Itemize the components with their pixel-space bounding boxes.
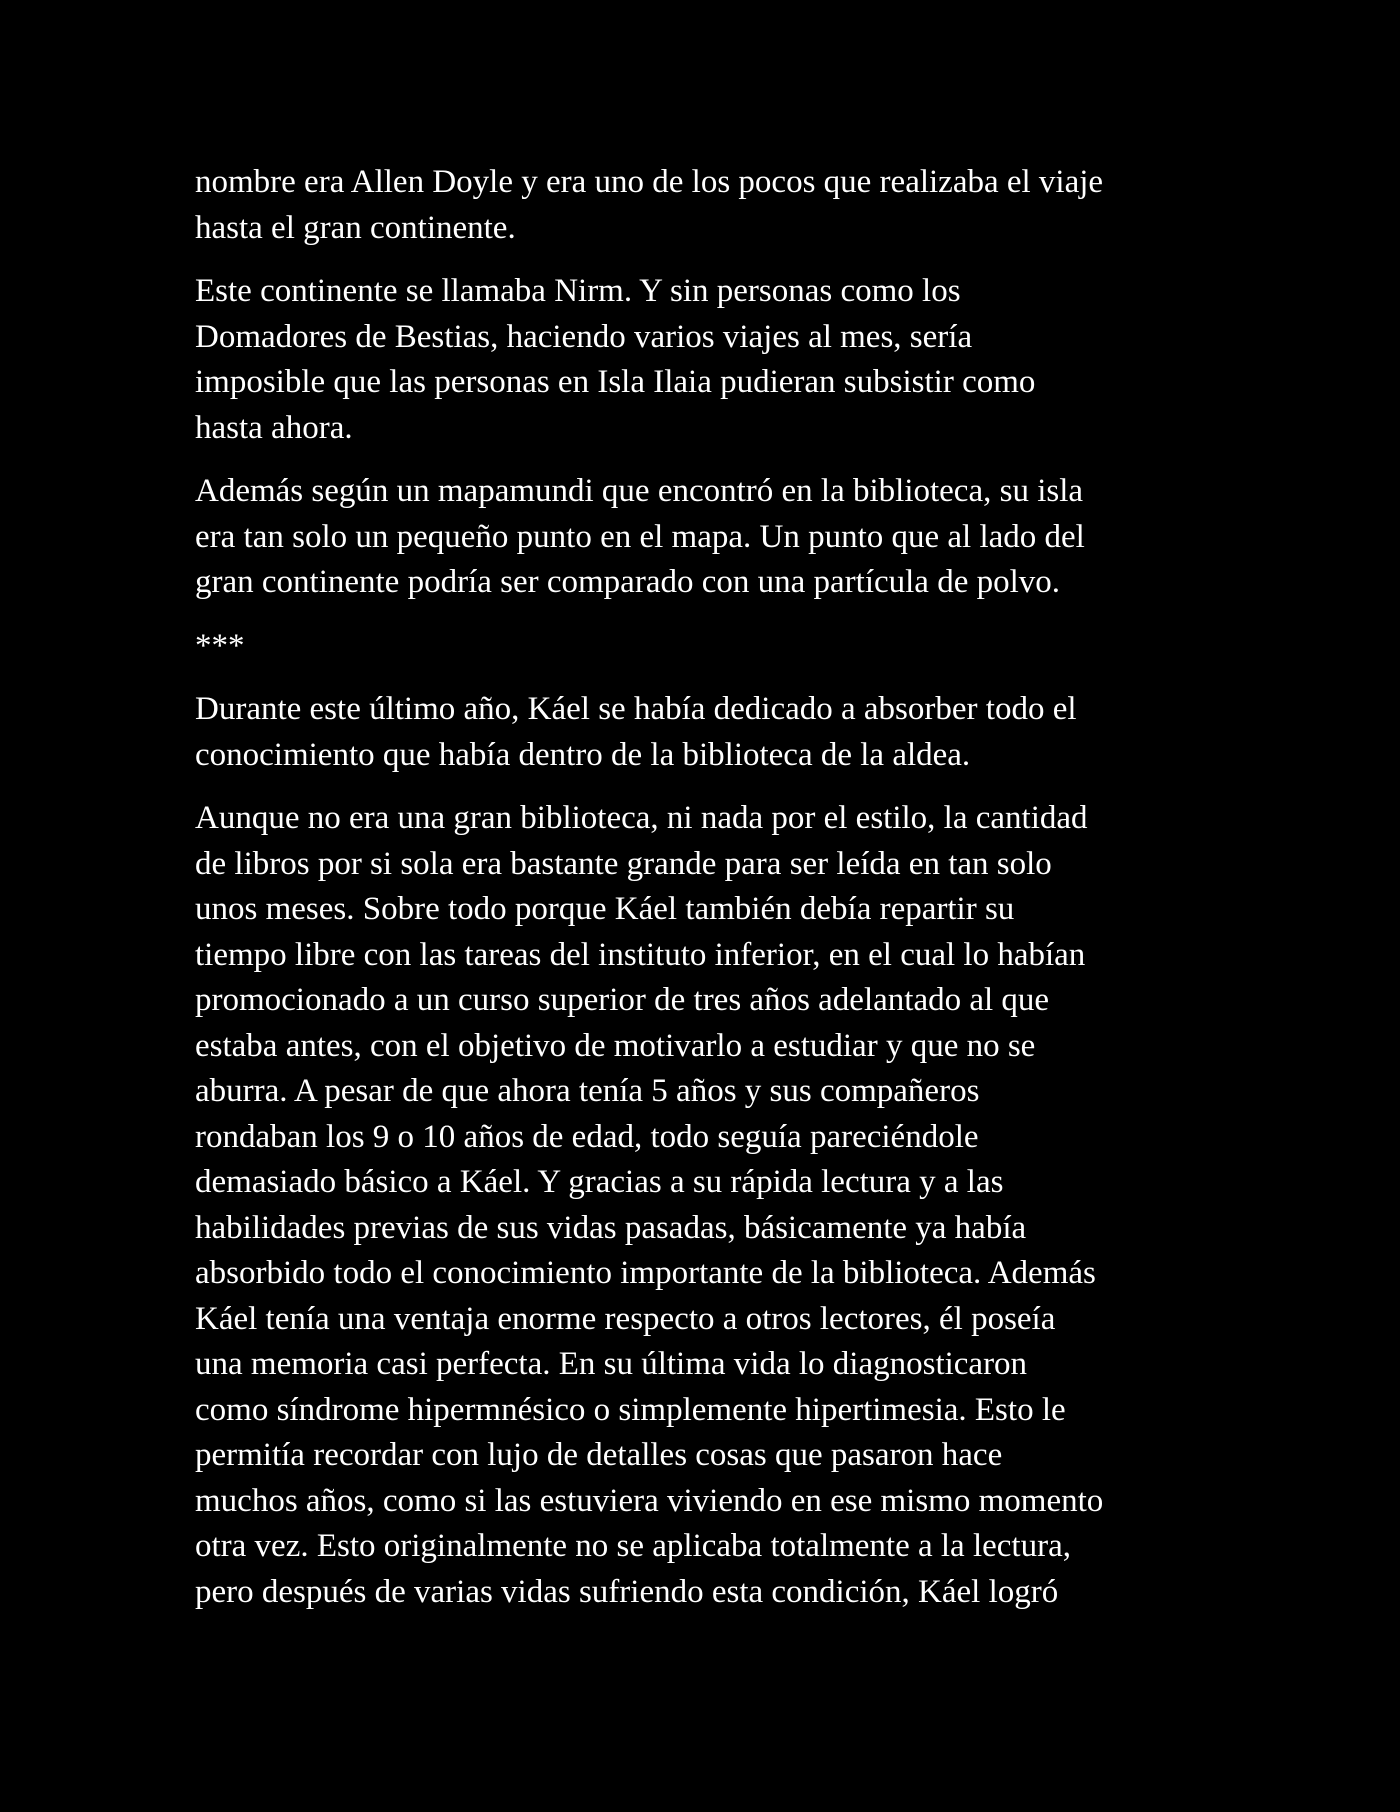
text-line: Káel tenía una ventaja enorme respecto a otros lectores, él poseía bbox=[195, 1300, 1056, 1337]
text-line: Aunque no era una gran biblioteca, ni nada por el estilo, la cantidad bbox=[195, 800, 1088, 836]
text-line: demasiado básico a Káel. Y gracias a su rápida lectura y a las bbox=[195, 1164, 1004, 1200]
paragraph-3 bbox=[195, 469, 1215, 606]
text-line: aburra. A pesar de que ahora tenía 5 años y sus compañeros bbox=[195, 1073, 980, 1109]
paragraph-4 bbox=[195, 687, 1215, 778]
text-line: Domadores de Bestias, haciendo varios viajes al mes, sería bbox=[195, 318, 973, 355]
text-line: nombre era Allen Doyle y era uno de los pocos que realizaba el viaje bbox=[195, 164, 1104, 200]
text-line: Este continente se llamaba Nirm. Y sin personas como los bbox=[195, 273, 961, 309]
text-line: unos meses. Sobre todo porque Káel también debía repartir su bbox=[195, 891, 1015, 927]
text-line: tiempo libre con las tareas del instituto inferior, en el cual lo habían bbox=[195, 936, 1086, 973]
body-text bbox=[195, 160, 1215, 1633]
text-line: conocimiento que había dentro de la biblioteca de la aldea. bbox=[195, 736, 971, 773]
separator-text: *** bbox=[195, 627, 245, 664]
text-line: rondaban los 9 o 10 años de edad, todo seguía pareciéndole bbox=[195, 1118, 979, 1155]
text-line: muchos años, como si las estuviera viviendo en ese mismo momento bbox=[195, 1482, 1104, 1519]
text-line: una memoria casi perfecta. En su última vida lo diagnosticaron bbox=[195, 1346, 1028, 1382]
scene-separator bbox=[195, 624, 1215, 670]
text-line: otra vez. Esto originalmente no se aplicaba totalmente a la lectura, bbox=[195, 1528, 1071, 1564]
text-line: habilidades previas de sus vidas pasadas, básicamente ya había bbox=[195, 1209, 1027, 1246]
text-line: de libros por si sola era bastante grande para ser leída en tan solo bbox=[195, 845, 1052, 882]
text-line: imposible que las personas en Isla Ilaia pudieran subsistir como bbox=[195, 364, 1036, 400]
paragraph-2 bbox=[195, 269, 1215, 451]
text-line: permitía recordar con lujo de detalles cosas que pasaron hace bbox=[195, 1437, 1003, 1473]
text-line: Durante este último año, Káel se había dedicado a absorber todo el bbox=[195, 691, 1077, 727]
paragraph-1 bbox=[195, 160, 1215, 251]
text-line: era tan solo un pequeño punto en el mapa. Un punto que al lado del bbox=[195, 518, 1085, 555]
text-line: pero después de varias vidas sufriendo esta condición, Káel logró bbox=[195, 1573, 1059, 1610]
text-line: hasta ahora. bbox=[195, 409, 353, 446]
text-line: promocionado a un curso superior de tres años adelantado al que bbox=[195, 982, 1050, 1018]
text-line: gran continente podría ser comparado con una partícula de polvo. bbox=[195, 564, 1061, 600]
text-line: hasta el gran continente. bbox=[195, 209, 516, 246]
paragraph-5 bbox=[195, 796, 1215, 1615]
text-line: estaba antes, con el objetivo de motivarlo a estudiar y que no se bbox=[195, 1027, 1036, 1064]
text-line: Además según un mapamundi que encontró en la biblioteca, su isla bbox=[195, 473, 1084, 509]
text-line: como síndrome hipermnésico o simplemente hipertimesia. Esto le bbox=[195, 1391, 1066, 1428]
text-line: absorbido todo el conocimiento importante de la biblioteca. Además bbox=[195, 1255, 1096, 1291]
